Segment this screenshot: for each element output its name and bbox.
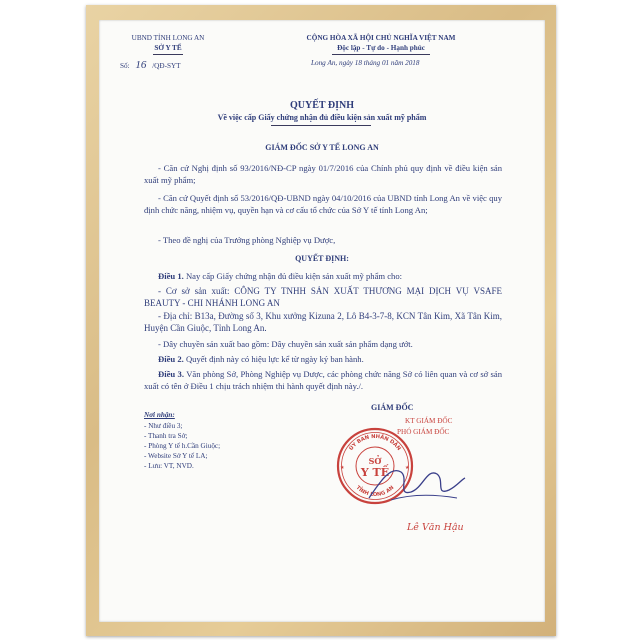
signatory-name: Lê Văn Hậu — [407, 522, 464, 533]
svg-text:★: ★ — [405, 465, 410, 471]
header-right-underline — [332, 54, 430, 55]
recipient-item: - Phòng Y tế h.Cần Giuộc; — [144, 442, 221, 450]
article-3: Điều 3. Văn phòng Sở, Phòng Nghiệp vụ Dược, các phòng chức năng Sở có liên quan và cơ sở sản xuất có tên ở Điều 1 chịu trách nhiệm thi hành quyết định này./. — [144, 369, 503, 392]
svg-text:ỦY BAN NHÂN DÂN: ỦY BAN NHÂN DÂN — [348, 433, 402, 452]
header-motto: Độc lập - Tự do - Hạnh phúc — [337, 44, 425, 52]
basis-provincial-decision: - Căn cứ Quyết định số 53/2016/QĐ-UBND ngày 04/10/2016 của UBND tỉnh Long An về việc quy định chức năng, nhiệm vụ, quyền hạn và cơ cấu tổ chức của Sở Y tế tỉnh Long An; — [144, 193, 502, 216]
recipient-item: - Lưu: VT, NVD. — [144, 462, 194, 470]
document-number: Số: 16 /QĐ-SYT — [120, 59, 181, 71]
subject-underline — [271, 125, 371, 126]
header-province: UBND TỈNH LONG AN — [131, 34, 205, 42]
recipient-item: - Thanh tra Sở; — [144, 432, 188, 440]
handwritten-signature — [361, 450, 471, 512]
production-line: - Dây chuyền sản xuất bao gồm: Dây chuyền sản xuất sản phẩm dạng ướt. — [158, 339, 413, 349]
svg-text:★: ★ — [340, 465, 345, 471]
basis-decree: - Căn cứ Nghị định số 93/2016/NĐ-CP ngày 01/7/2016 của Chính phủ quy định về điều kiện sản xuất mỹ phẩm; — [144, 163, 502, 186]
facility-address: - Địa chỉ: B13a, Đường số 3, Khu xưởng Kizuna 2, Lô B4-3-7-8, KCN Tân Kim, Xã Tân Kim, Huyện Cần Giuộc, Tỉnh Long An. — [144, 311, 502, 334]
kt-director-stamp: KT GIÁM ĐỐC — [405, 417, 453, 425]
article-1: Điều 1. Nay cấp Giấy chứng nhận đủ điều kiện sản xuất mỹ phẩm cho: — [158, 271, 403, 281]
header-left-underline — [153, 54, 183, 55]
decision-subject: Về việc cấp Giấy chứng nhận đủ điều kiện sản xuất mỹ phẩm — [217, 113, 427, 122]
recipients-heading: Nơi nhận: — [144, 411, 175, 419]
recipient-item: - Website Sở Y tế LA; — [144, 452, 208, 460]
decision-heading: QUYẾT ĐỊNH: — [295, 254, 349, 263]
document-page — [99, 20, 545, 622]
deputy-director-stamp: PHÓ GIÁM ĐỐC — [397, 428, 450, 436]
header-nation: CỘNG HÒA XÃ HỘI CHỦ NGHĨA VIỆT NAM — [306, 34, 456, 42]
authority-line: GIÁM ĐỐC SỞ Y TẾ LONG AN — [265, 143, 379, 152]
article-2: Điều 2. Quyết định này có hiệu lực kể từ ngày ký ban hành. — [158, 354, 364, 364]
issue-date: Long An, ngày 18 tháng 01 năm 2018 — [311, 59, 420, 67]
basis-proposal: - Theo đề nghị của Trưởng phòng Nghiệp vụ Dược, — [158, 235, 336, 245]
svg-text:TỈNH LONG AN: TỈNH LONG AN — [354, 484, 396, 499]
svg-text:Y TẾ: Y TẾ — [360, 466, 390, 479]
decision-title: QUYẾT ĐỊNH — [290, 100, 354, 111]
header-department: SỞ Y TẾ — [154, 44, 182, 52]
handwritten-number: 16 — [135, 59, 147, 71]
recipient-item: - Như điều 3; — [144, 422, 183, 430]
svg-text:SỞ: SỞ — [368, 456, 382, 466]
facility-name: - Cơ sở sản xuất: CÔNG TY TNHH SẢN XUẤT THƯƠNG MẠI DỊCH VỤ VSAFE BEAUTY - CHI NHÁNH LONG AN — [144, 286, 502, 309]
signatory-title: GIÁM ĐỐC — [371, 403, 414, 412]
